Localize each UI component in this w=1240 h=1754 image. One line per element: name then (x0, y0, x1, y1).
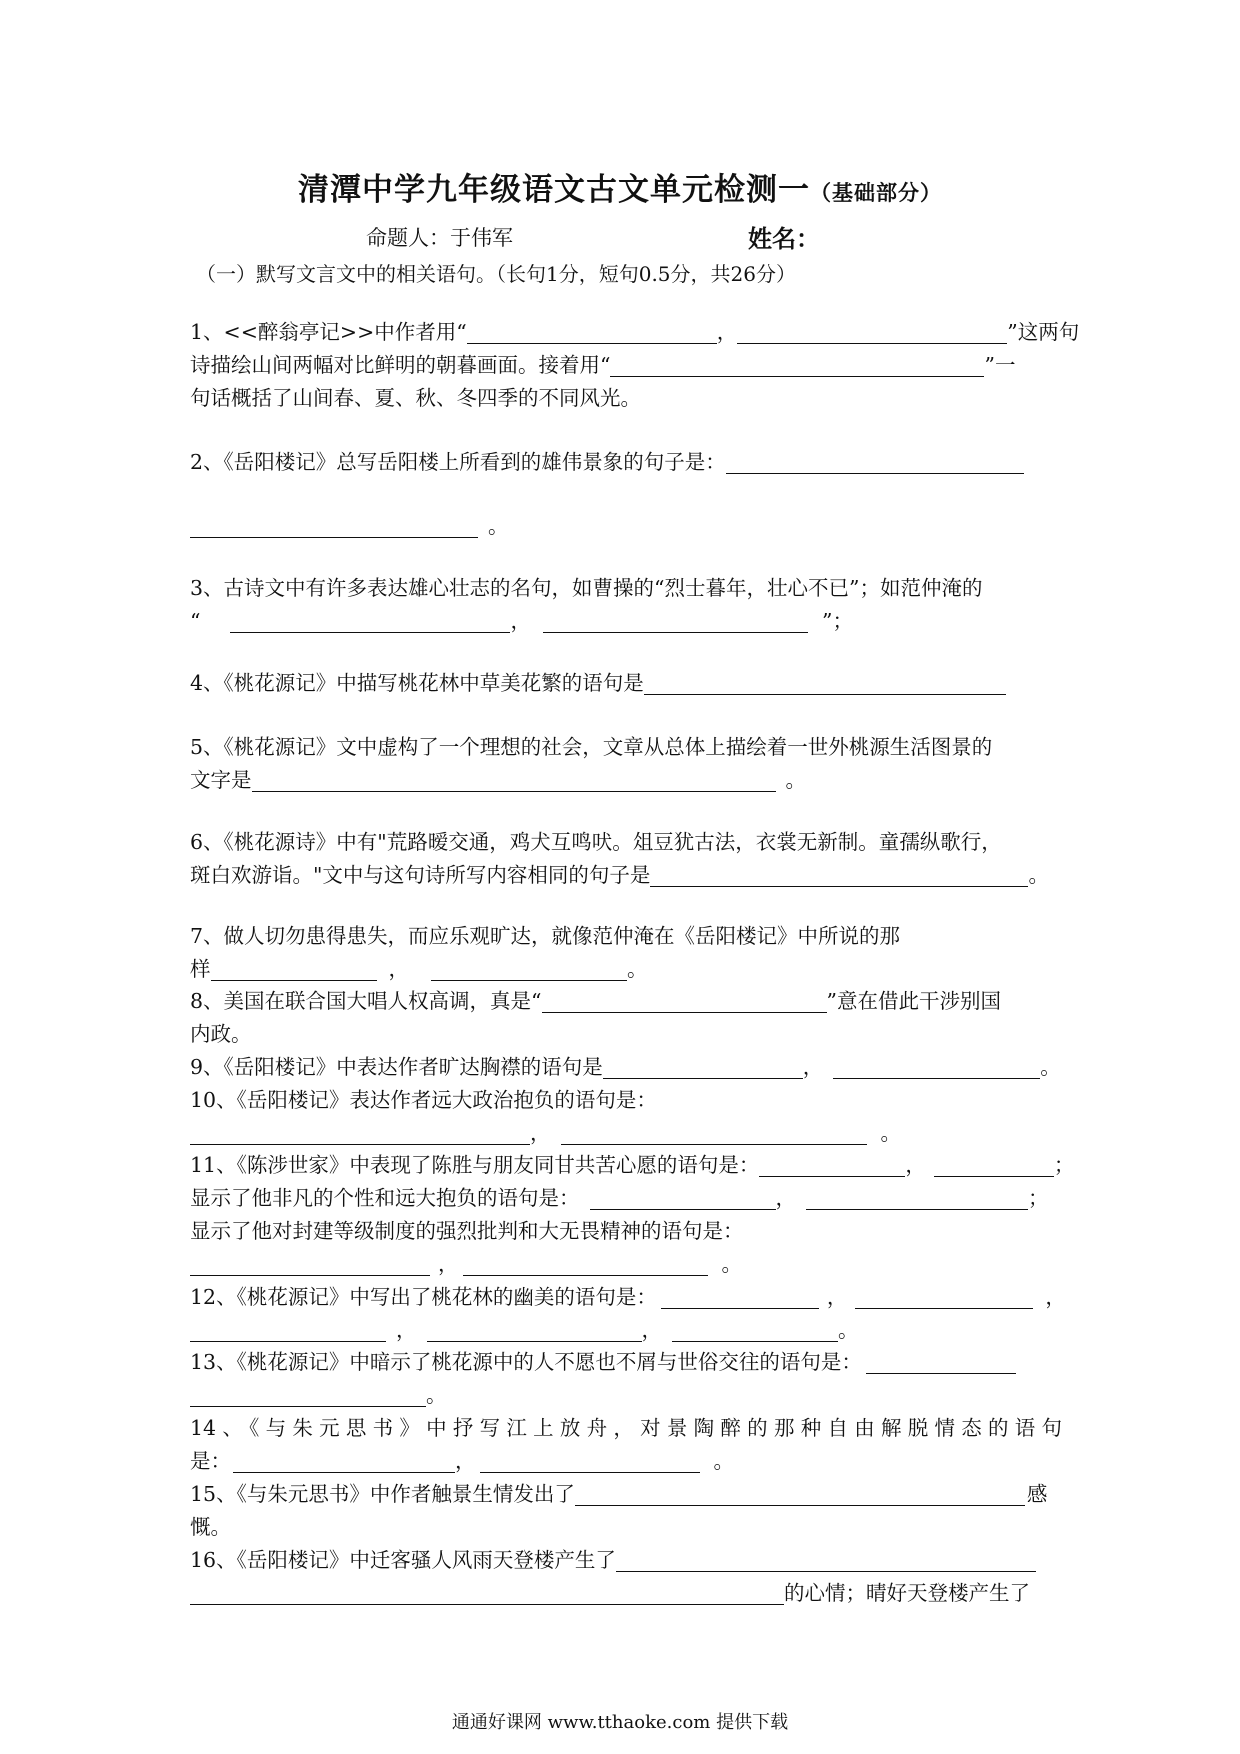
question-11: 11、《陈涉世家》中表现了陈胜与朋友同甘共苦心愿的语句是： ， ； (190, 1153, 1075, 1177)
answer-blank[interactable] (542, 988, 827, 1013)
question-14: 14、《与朱元思书》中抒写江上放舟，对景陶醉的那种自由解脱情态的语句 (190, 1416, 1062, 1440)
answer-blank[interactable] (190, 1251, 430, 1276)
answer-blank[interactable] (190, 513, 478, 538)
answer-blank[interactable] (543, 608, 808, 633)
answer-blank[interactable] (190, 1382, 426, 1407)
answer-blank[interactable] (190, 1580, 784, 1605)
answer-blank[interactable] (616, 1547, 1036, 1572)
section-heading: （一）默写文言文中的相关语句。（长句1分，短句0.5分，共26分） (196, 262, 796, 286)
answer-blank[interactable] (431, 956, 627, 981)
page-title: 清潭中学九年级语文古文单元检测一（基础部分） (298, 172, 942, 208)
question-16: 16、《岳阳楼记》中迁客骚人风雨天登楼产生了 (190, 1544, 1036, 1576)
answer-blank[interactable] (467, 319, 717, 344)
question-6: 6、《桃花源诗》中有"荒路暧交通，鸡犬互鸣吠。俎豆犹古法，衣裳无新制。童孺纵歌行， (190, 830, 1002, 854)
question-1: 1、<<醉翁亭记>>中作者用“ ， ”这两句 (190, 320, 1080, 344)
answer-blank[interactable] (866, 1349, 1016, 1374)
question-7: 7、做人切勿患得患失，而应乐观旷达，就像范仲淹在《岳阳楼记》中所说的那 (190, 924, 901, 948)
answer-blank[interactable] (575, 1481, 1025, 1506)
answer-blank[interactable] (480, 1448, 700, 1473)
question-10: 10、《岳阳楼记》表达作者远大政治抱负的语句是： (190, 1088, 657, 1112)
answer-blank[interactable] (561, 1120, 867, 1145)
question-9: 9、《岳阳楼记》中表达作者旷达胸襟的语句是 ， 。 (190, 1055, 1061, 1079)
answer-blank[interactable] (190, 1317, 386, 1342)
answer-blank[interactable] (806, 1185, 1028, 1210)
answer-blank[interactable] (463, 1251, 708, 1276)
answer-blank[interactable] (759, 1152, 905, 1177)
question-3: 3、古诗文中有许多表达雄心壮志的名句，如曹操的“烈士暮年，壮心不已”；如范仲淹的 (190, 576, 983, 600)
question-12: 12、《桃花源记》中写出了桃花林的幽美的语句是： ， ， (190, 1285, 1066, 1309)
answer-blank[interactable] (672, 1317, 838, 1342)
answer-blank[interactable] (230, 608, 510, 633)
question-8: 8、美国在联合国大唱人权高调，真是“ ”意在借此干涉别国 (190, 989, 1002, 1013)
question-4: 4、《桃花源记》中描写桃花林中草美花繁的语句是 (190, 667, 1006, 699)
answer-blank[interactable] (252, 767, 776, 792)
answer-blank[interactable] (233, 1448, 455, 1473)
answer-blank[interactable] (737, 319, 1007, 344)
answer-blank[interactable] (610, 352, 984, 377)
answer-blank[interactable] (726, 449, 1024, 474)
question-2: 2、《岳阳楼记》总写岳阳楼上所看到的雄伟景象的句子是： (190, 446, 1024, 478)
question-13: 13、《桃花源记》中暗示了桃花源中的人不愿也不屑与世俗交往的语句是： (190, 1346, 1016, 1378)
answer-blank[interactable] (934, 1152, 1054, 1177)
answer-blank[interactable] (644, 670, 1006, 695)
author-label: 命题人：于伟军 (366, 226, 513, 250)
answer-blank[interactable] (590, 1185, 776, 1210)
question-5: 5、《桃花源记》文中虚构了一个理想的社会，文章从总体上描绘着一世外桃源生活图景的 (190, 735, 993, 759)
footer-credit: 通通好课网 www.tthaoke.com 提供下载 (451, 1712, 789, 1733)
answer-blank[interactable] (211, 956, 377, 981)
title-note: （基础部分） (810, 180, 942, 205)
question-15: 15、《与朱元思书》中作者触景生情发出了 感 (190, 1482, 1048, 1506)
answer-blank[interactable] (833, 1054, 1040, 1079)
answer-blank[interactable] (650, 862, 1028, 887)
answer-blank[interactable] (427, 1317, 642, 1342)
name-label: 姓名： (748, 224, 820, 253)
answer-blank[interactable] (855, 1284, 1033, 1309)
answer-blank[interactable] (661, 1284, 819, 1309)
answer-blank[interactable] (603, 1054, 803, 1079)
answer-blank[interactable] (190, 1120, 530, 1145)
